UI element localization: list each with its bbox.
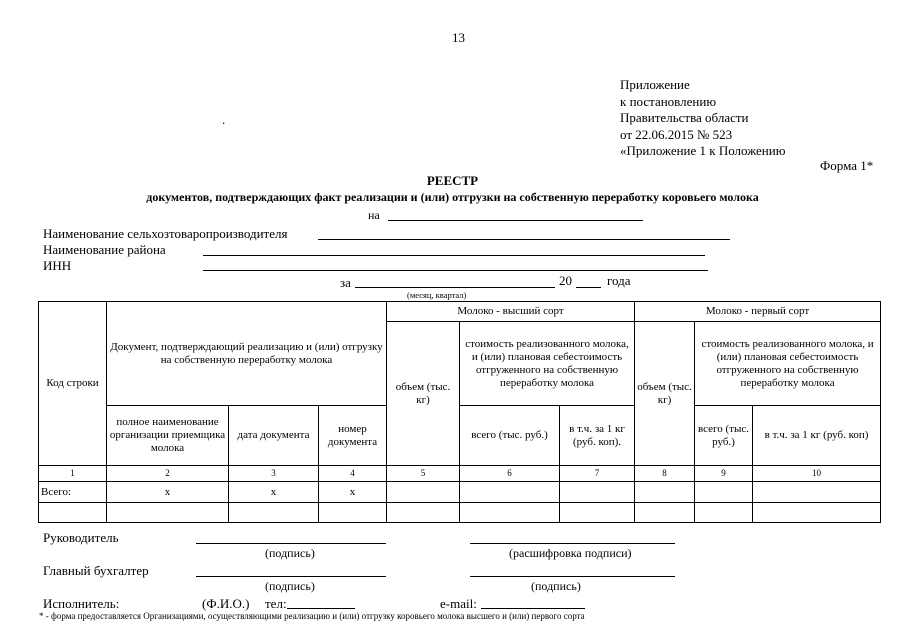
doc-header: Документ, подтверждающий реализацию и (или) отгрузку на собственную переработку молока bbox=[107, 302, 387, 406]
volume-header-2: объем (тыс. кг) bbox=[635, 322, 695, 466]
empty-cell[interactable] bbox=[753, 503, 881, 523]
accountant-decode-caption: (подпись) bbox=[531, 579, 581, 593]
accountant-decode-line[interactable] bbox=[470, 576, 675, 577]
doc-number-header: номер документа bbox=[319, 406, 387, 466]
cost-header: стоимость реализованного молока, и (или) плановая себестоимость отгруженного на собственную переработку молока bbox=[460, 322, 635, 406]
footnote: * - форма предоставляется Организациями, осуществляющими реализацию и (или) отгрузку коровьего молока высшего и (или) первого сорта bbox=[39, 611, 585, 621]
grade-first-header: Молоко - первый сорт bbox=[635, 302, 881, 322]
col-number: 2 bbox=[107, 466, 229, 482]
grade-top-header: Молоко - высший сорт bbox=[387, 302, 635, 322]
inn-label: ИНН bbox=[43, 258, 72, 273]
page-number: 13 bbox=[452, 30, 465, 45]
empty-cell[interactable] bbox=[695, 482, 753, 503]
document-title: РЕЕСТР bbox=[426, 173, 479, 188]
col-number: 4 bbox=[319, 466, 387, 482]
col-number: 8 bbox=[635, 466, 695, 482]
empty-cell[interactable] bbox=[460, 482, 560, 503]
col-number: 1 bbox=[39, 466, 107, 482]
total-x-mark: х bbox=[229, 482, 319, 503]
volume-header: объем (тыс. кг) bbox=[387, 322, 460, 466]
head-decode-caption: (расшифровка подписи) bbox=[509, 546, 632, 560]
annex-line: Правительства области bbox=[620, 110, 749, 125]
form-label: Форма 1* bbox=[820, 158, 874, 173]
annex-line: от 22.06.2015 № 523 bbox=[620, 126, 733, 142]
empty-cell[interactable] bbox=[695, 503, 753, 523]
total-cost-header: всего (тыс. руб.) bbox=[460, 406, 560, 466]
stray-dot: . bbox=[222, 112, 226, 127]
org-name-header: полное наименование организации приемщика молока bbox=[107, 406, 229, 466]
per-kg-header-2: в т.ч. за 1 кг (руб. коп) bbox=[753, 406, 881, 466]
empty-cell[interactable] bbox=[387, 503, 460, 523]
empty-cell[interactable] bbox=[460, 503, 560, 523]
annex-line: Приложение bbox=[620, 77, 690, 92]
accountant-label: Главный бухгалтер bbox=[43, 563, 149, 578]
na-field-line[interactable] bbox=[388, 220, 643, 221]
empty-cell[interactable] bbox=[107, 503, 229, 523]
inn-field-line[interactable] bbox=[203, 270, 708, 271]
col-number: 6 bbox=[460, 466, 560, 482]
document-subtitle: документов, подтверждающих факт реализации и (или) отгрузки на собственную переработку коровьего молока bbox=[146, 190, 759, 204]
year-prefix: 20 bbox=[559, 273, 572, 288]
per-kg-header: в т.ч. за 1 кг (руб. коп). bbox=[560, 406, 635, 466]
empty-cell[interactable] bbox=[560, 482, 635, 503]
code-header: Код строки bbox=[39, 302, 107, 466]
col-number: 5 bbox=[387, 466, 460, 482]
producer-label: Наименование сельхозтоваропроизводителя bbox=[43, 226, 288, 241]
tel-label: тел: bbox=[265, 596, 287, 611]
fio-caption: (Ф.И.О.) bbox=[202, 596, 250, 611]
doc-date-header: дата документа bbox=[229, 406, 319, 466]
head-signature-line[interactable] bbox=[196, 543, 386, 544]
total-cost-header-2: всего (тыс. руб.) bbox=[695, 406, 753, 466]
total-label: Всего: bbox=[39, 482, 107, 503]
annex-block bbox=[620, 77, 785, 160]
accountant-signature-caption: (подпись) bbox=[265, 579, 315, 593]
col-number: 7 bbox=[560, 466, 635, 482]
col-number: 9 bbox=[695, 466, 753, 482]
cost-header-2: стоимость реализованного молока, и (или) плановая себестоимость отгруженного на собственную переработку молока bbox=[695, 322, 881, 406]
empty-cell[interactable] bbox=[319, 503, 387, 523]
period-hint: (месяц, квартал) bbox=[407, 290, 467, 300]
annex-line: к постановлению bbox=[620, 93, 717, 109]
district-label: Наименование района bbox=[43, 242, 166, 257]
empty-cell[interactable] bbox=[39, 503, 107, 523]
total-x-mark: х bbox=[319, 482, 387, 503]
empty-cell[interactable] bbox=[635, 503, 695, 523]
producer-field-line[interactable] bbox=[318, 239, 730, 240]
period-za: за bbox=[340, 275, 351, 290]
empty-cell[interactable] bbox=[560, 503, 635, 523]
executor-label: Исполнитель: bbox=[43, 596, 120, 611]
district-field-line[interactable] bbox=[203, 255, 705, 256]
head-decode-line[interactable] bbox=[470, 543, 675, 544]
empty-cell[interactable] bbox=[229, 503, 319, 523]
empty-cell[interactable] bbox=[635, 482, 695, 503]
year-suffix: года bbox=[607, 273, 631, 288]
period-field-line[interactable] bbox=[355, 287, 555, 288]
empty-cell[interactable] bbox=[387, 482, 460, 503]
empty-cell[interactable] bbox=[753, 482, 881, 503]
email-label: e-mail: bbox=[440, 596, 477, 611]
tel-field-line[interactable] bbox=[287, 608, 355, 609]
head-label: Руководитель bbox=[43, 530, 119, 545]
head-signature-caption: (подпись) bbox=[265, 546, 315, 560]
annex-line: «Приложение 1 к Положению bbox=[620, 143, 786, 158]
col-number: 3 bbox=[229, 466, 319, 482]
col-number: 10 bbox=[753, 466, 881, 482]
total-x-mark: х bbox=[107, 482, 229, 503]
na-label: на bbox=[368, 208, 380, 222]
accountant-signature-line[interactable] bbox=[196, 576, 386, 577]
email-field-line[interactable] bbox=[481, 608, 585, 609]
registry-table bbox=[38, 301, 881, 523]
year-field-line[interactable] bbox=[576, 287, 601, 288]
